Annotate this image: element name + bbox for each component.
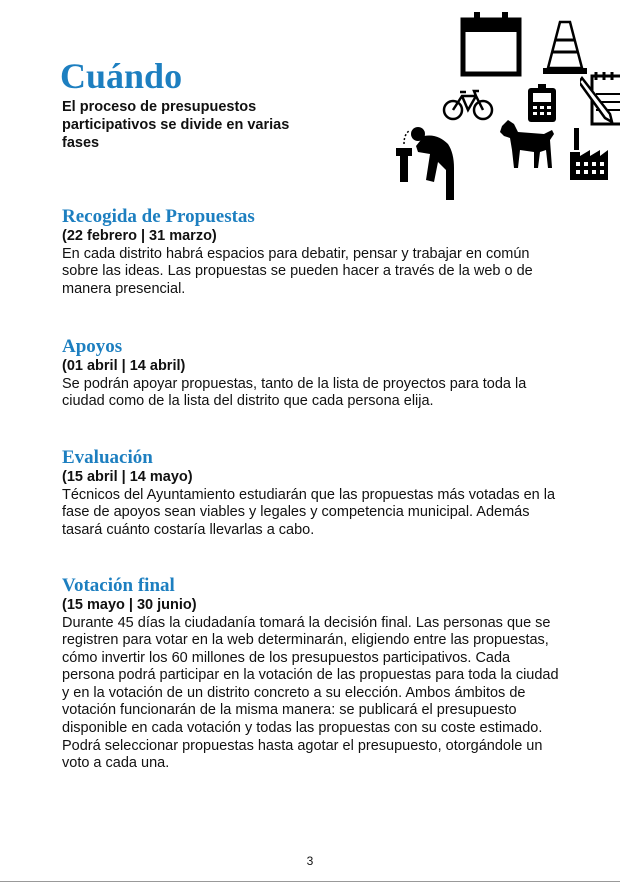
section-title: Apoyos: [62, 336, 123, 357]
dog-icon: [498, 118, 558, 176]
person-at-fountain-icon: [394, 122, 462, 204]
section-title: Votación final: [62, 575, 175, 596]
section-dates: (22 febrero | 31 marzo): [62, 228, 217, 244]
page-title: Cuándo: [60, 56, 183, 96]
section-body: Durante 45 días la ciudadanía tomará la decisión final. Las personas que se registren para votar en la web determinarán, eligiendo entre las propuestas, cómo invertir los 60 millones de los presupuestos participativos. Cada persona podrá participar en la votación de las propuestas para toda la ciudad y en la votación de un distrito concreto a su elección. Ambos ámbitos de votación funcionarán de la misma manera: se publicará el presupuesto disponible en cada votación y todas las propuestas con su coste estimado. Podrá seleccionar propuestas hasta agotar el presupuesto, otorgándole un voto a cada una.: [62, 614, 559, 772]
section-recogida: [62, 206, 562, 298]
section-body: En cada distrito habrá espacios para debatir, pensar y trabajar en común sobre las ideas. Las propuestas se pueden hacer a través de la web o de manera presencial.: [62, 245, 533, 297]
section-dates: (01 abril | 14 abril): [62, 358, 186, 374]
section-title: Recogida de Propuestas: [62, 206, 255, 227]
section-body: Se podrán apoyar propuestas, tanto de la lista de proyectos para toda la ciudad como de la lista del distrito que cada persona elija.: [62, 375, 527, 410]
page-number: 3: [306, 854, 314, 868]
section-dates: (15 abril | 14 mayo): [62, 469, 193, 485]
section-evaluacion: [62, 447, 562, 539]
section-votacion: [62, 575, 562, 773]
section-title: Evaluación: [62, 447, 153, 468]
illustration-icons: [390, 8, 620, 208]
bicycle-icon: [442, 88, 494, 122]
factory-icon: [568, 126, 610, 182]
section-dates: (15 mayo | 30 junio): [62, 597, 197, 613]
section-body: Técnicos del Ayuntamiento estudiarán que las propuestas más votadas en la fase de apoyos sean viables y legales y competencia municipal. Además tasará cuánto costaría llevarlas a cabo.: [62, 486, 556, 538]
bottom-divider: [0, 881, 620, 882]
section-apoyos: [62, 336, 562, 411]
calendar-icon: [460, 10, 522, 78]
page-subtitle: El proceso de presupuestos participativos se divide en varias fases: [62, 99, 290, 151]
notepad-pencil-icon: [580, 66, 620, 128]
